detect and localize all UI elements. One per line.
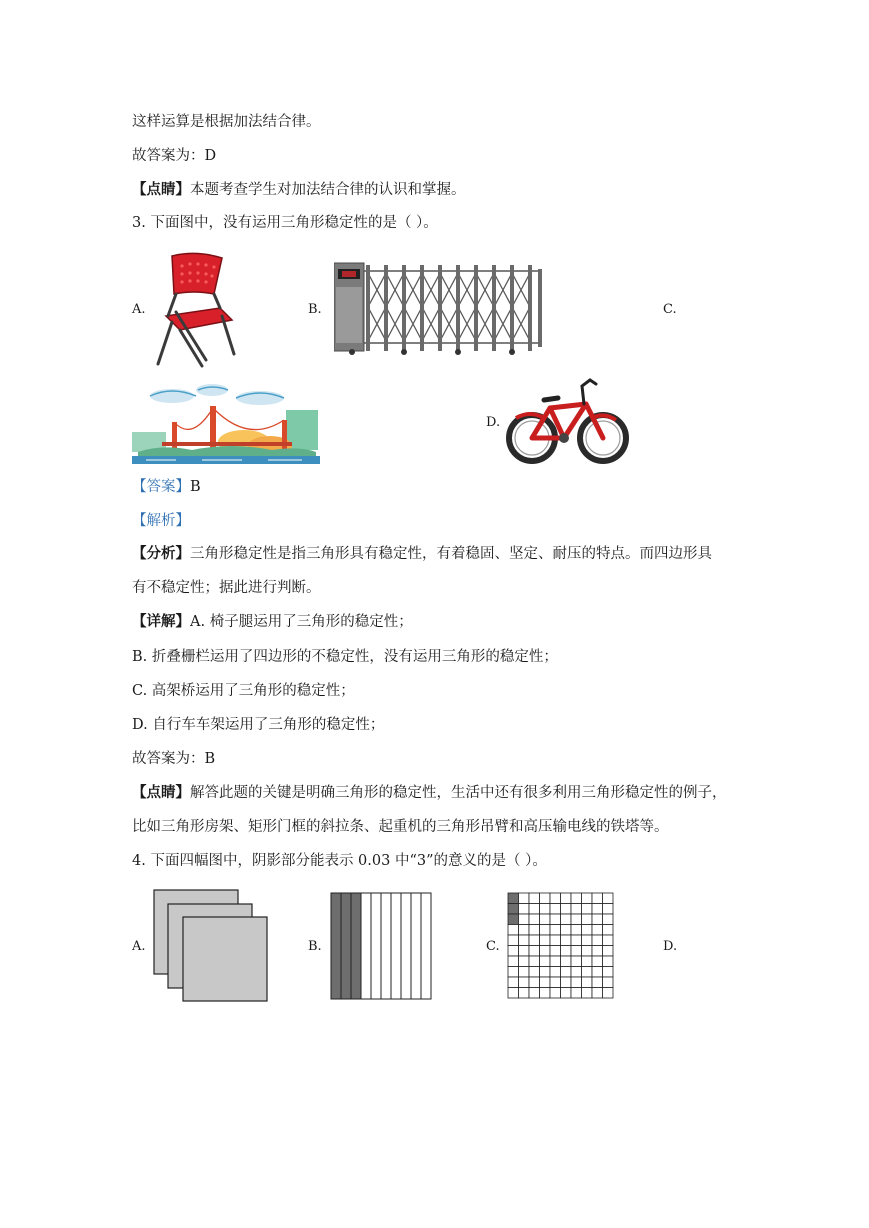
grid-cell: [529, 914, 540, 925]
grid-cell: [519, 935, 530, 946]
grid-cell: [561, 914, 572, 925]
grid-cell: [582, 967, 593, 978]
prev-conclusion: 这样运算是根据加法结合律。: [132, 114, 321, 130]
q3-analysis-line2: 有不稳定性；据此进行判断。: [132, 580, 321, 596]
grid-cell: [571, 925, 582, 936]
q3-detail-d: D. 自行车车架运用了三角形的稳定性；: [132, 717, 385, 733]
strip-cell: [401, 893, 411, 999]
grid-cell: [550, 977, 561, 988]
grid-cell: [529, 925, 540, 936]
grid-cell: [529, 967, 540, 978]
grid-cell: [540, 904, 551, 915]
grid-cell: [603, 956, 614, 967]
three-squares-figure: [152, 888, 270, 1003]
q3-option-a-label: A.: [132, 302, 146, 317]
q3-answer: [132, 477, 201, 497]
grid-cell: [508, 967, 519, 978]
grid-cell: [561, 904, 572, 915]
grid-cell: [582, 904, 593, 915]
grid-cell: [582, 946, 593, 957]
grid-cell: [550, 893, 561, 904]
grid-cell: [540, 956, 551, 967]
comment-text-q3-1: 解答此题的关键是明确三角形的稳定性，生活中还有很多利用三角形稳定性的例子，: [190, 785, 727, 801]
grid-cell: [592, 904, 603, 915]
grid-cell: [519, 988, 530, 999]
q4-stem: 4. 下面四幅图中，阴影部分能表示 0.03 中“3”的意义的是（ ）。: [132, 853, 547, 869]
q3-option-d-label: D.: [486, 415, 501, 430]
grid-cell: [529, 893, 540, 904]
strip-cell: [371, 893, 381, 999]
folding-gate-image: [334, 261, 544, 356]
grid-cell: [529, 904, 540, 915]
grid-cell: [529, 946, 540, 957]
q3-comment-line1: [132, 783, 727, 803]
grid-cell: [603, 946, 614, 957]
grid-cell: [550, 904, 561, 915]
grid-cell: [592, 935, 603, 946]
grid-cell: [550, 914, 561, 925]
q3-option-c-label: C.: [663, 302, 677, 317]
grid-cell: [582, 935, 593, 946]
prev-comment: [132, 180, 466, 200]
grid-cell: [519, 946, 530, 957]
grid-cell: [540, 893, 551, 904]
strip-cell: [391, 893, 401, 999]
answer-tag: 【答案】: [132, 479, 190, 495]
analysis-sub-tag: 【分析】: [132, 545, 190, 562]
grid-cell: [519, 893, 530, 904]
strip-cell: [411, 893, 421, 999]
grid-cell: [592, 956, 603, 967]
grid-cell: [582, 988, 593, 999]
grid-cell: [529, 935, 540, 946]
grid-cell: [540, 988, 551, 999]
grid-cell: [561, 893, 572, 904]
detail-a-text: A. 椅子腿运用了三角形的稳定性；: [190, 614, 413, 630]
folding-chair-image: [150, 250, 242, 368]
grid-cell: [508, 893, 519, 904]
grid-cell: [603, 967, 614, 978]
grid-cell: [582, 914, 593, 925]
grid-cell: [592, 925, 603, 936]
comment-text: 本题考查学生对加法结合律的认识和掌握。: [190, 182, 466, 198]
analysis-text-1: 三角形稳定性是指三角形具有稳定性，有着稳固、坚定、耐压的特点。而四边形具: [190, 546, 712, 562]
grid-cell: [529, 956, 540, 967]
q3-detail-c: C. 高架桥运用了三角形的稳定性；: [132, 683, 355, 699]
grid-cell: [508, 904, 519, 915]
grid-cell: [508, 935, 519, 946]
grid-cell: [550, 967, 561, 978]
grid-cell: [508, 914, 519, 925]
grid-cell: [592, 893, 603, 904]
grid-cell: [540, 914, 551, 925]
strip-cell: [351, 893, 361, 999]
grid-cell: [571, 893, 582, 904]
grid-cell: [603, 935, 614, 946]
strip-cell: [331, 893, 341, 999]
q3-analysis-tag: 【解析】: [132, 513, 190, 529]
grid-cell: [508, 925, 519, 936]
grid-cell: [603, 925, 614, 936]
grid-cell: [603, 893, 614, 904]
comment-tag: 【点睛】: [132, 181, 190, 198]
q4-option-d-label: D.: [663, 939, 678, 954]
strip-cell: [381, 893, 391, 999]
grid-cell: [508, 988, 519, 999]
grid-cell: [571, 956, 582, 967]
grid-cell: [571, 914, 582, 925]
q4-option-a-label: A.: [132, 939, 146, 954]
grid-cell: [561, 988, 572, 999]
grid-cell: [571, 977, 582, 988]
grid-cell: [561, 935, 572, 946]
grid-cell: [592, 946, 603, 957]
grid-cell: [550, 956, 561, 967]
grid-cell: [508, 977, 519, 988]
grid-cell: [561, 925, 572, 936]
grid-cell: [519, 977, 530, 988]
grid-cell: [571, 904, 582, 915]
q3-final-answer: 故答案为：B: [132, 751, 216, 767]
grid-cell: [519, 956, 530, 967]
bridge-image: [132, 380, 320, 466]
grid-cell: [550, 946, 561, 957]
q3-option-b-label: B.: [308, 302, 322, 317]
q3-detail-b: B. 折叠栅栏运用了四边形的不稳定性，没有运用三角形的稳定性；: [132, 649, 558, 665]
grid-cell: [529, 988, 540, 999]
q3-detail-a: [132, 612, 413, 632]
grid-cell: [561, 977, 572, 988]
bicycle-image: [506, 376, 630, 470]
grid-cell: [561, 956, 572, 967]
prev-answer: 故答案为：D: [132, 148, 217, 164]
grid-cell: [540, 977, 551, 988]
grid-cell: [603, 988, 614, 999]
grid-cell: [519, 967, 530, 978]
grid-cell: [561, 967, 572, 978]
grid-cell: [592, 967, 603, 978]
grid-cell: [592, 988, 603, 999]
grid-cell: [592, 977, 603, 988]
grid-cell: [582, 893, 593, 904]
grid-cell: [519, 914, 530, 925]
grid-cell: [550, 925, 561, 936]
strip-cell: [361, 893, 371, 999]
grid-cell: [550, 988, 561, 999]
q3-analysis-line1: [132, 544, 712, 564]
tenths-strips-figure: [330, 892, 434, 1000]
grid-cell: [519, 925, 530, 936]
q3-comment-line2: 比如三角形房架、矩形门框的斜拉条、起重机的三角形吊臂和高压输电线的铁塔等。: [132, 819, 669, 835]
grid-cell: [571, 935, 582, 946]
grid-cell: [529, 977, 540, 988]
strip-cell: [341, 893, 351, 999]
grid-cell: [561, 946, 572, 957]
grid-cell: [592, 914, 603, 925]
grid-cell: [571, 967, 582, 978]
grid-cell: [571, 946, 582, 957]
q4-option-c-label: C.: [486, 939, 500, 954]
grid-cell: [582, 977, 593, 988]
answer-value: B: [190, 479, 201, 495]
detail-tag: 【详解】: [132, 613, 190, 630]
grid-cell: [540, 935, 551, 946]
grid-cell: [603, 977, 614, 988]
strip-cell: [421, 893, 431, 999]
grid-cell: [540, 946, 551, 957]
grid-cell: [603, 904, 614, 915]
grid-cell: [508, 946, 519, 957]
grid-cell: [540, 925, 551, 936]
grid-cell: [508, 956, 519, 967]
comment-tag-q3: 【点睛】: [132, 784, 190, 801]
grid-cell: [582, 956, 593, 967]
grid-cell: [540, 967, 551, 978]
grid-cell: [603, 914, 614, 925]
grid-cell: [571, 988, 582, 999]
grid-cell: [582, 925, 593, 936]
grid-cell: [519, 904, 530, 915]
q4-option-b-label: B.: [308, 939, 322, 954]
q3-stem: 3. 下面图中，没有运用三角形稳定性的是（ ）。: [132, 215, 438, 231]
hundredths-grid-figure: [507, 892, 615, 1000]
grid-cell: [550, 935, 561, 946]
